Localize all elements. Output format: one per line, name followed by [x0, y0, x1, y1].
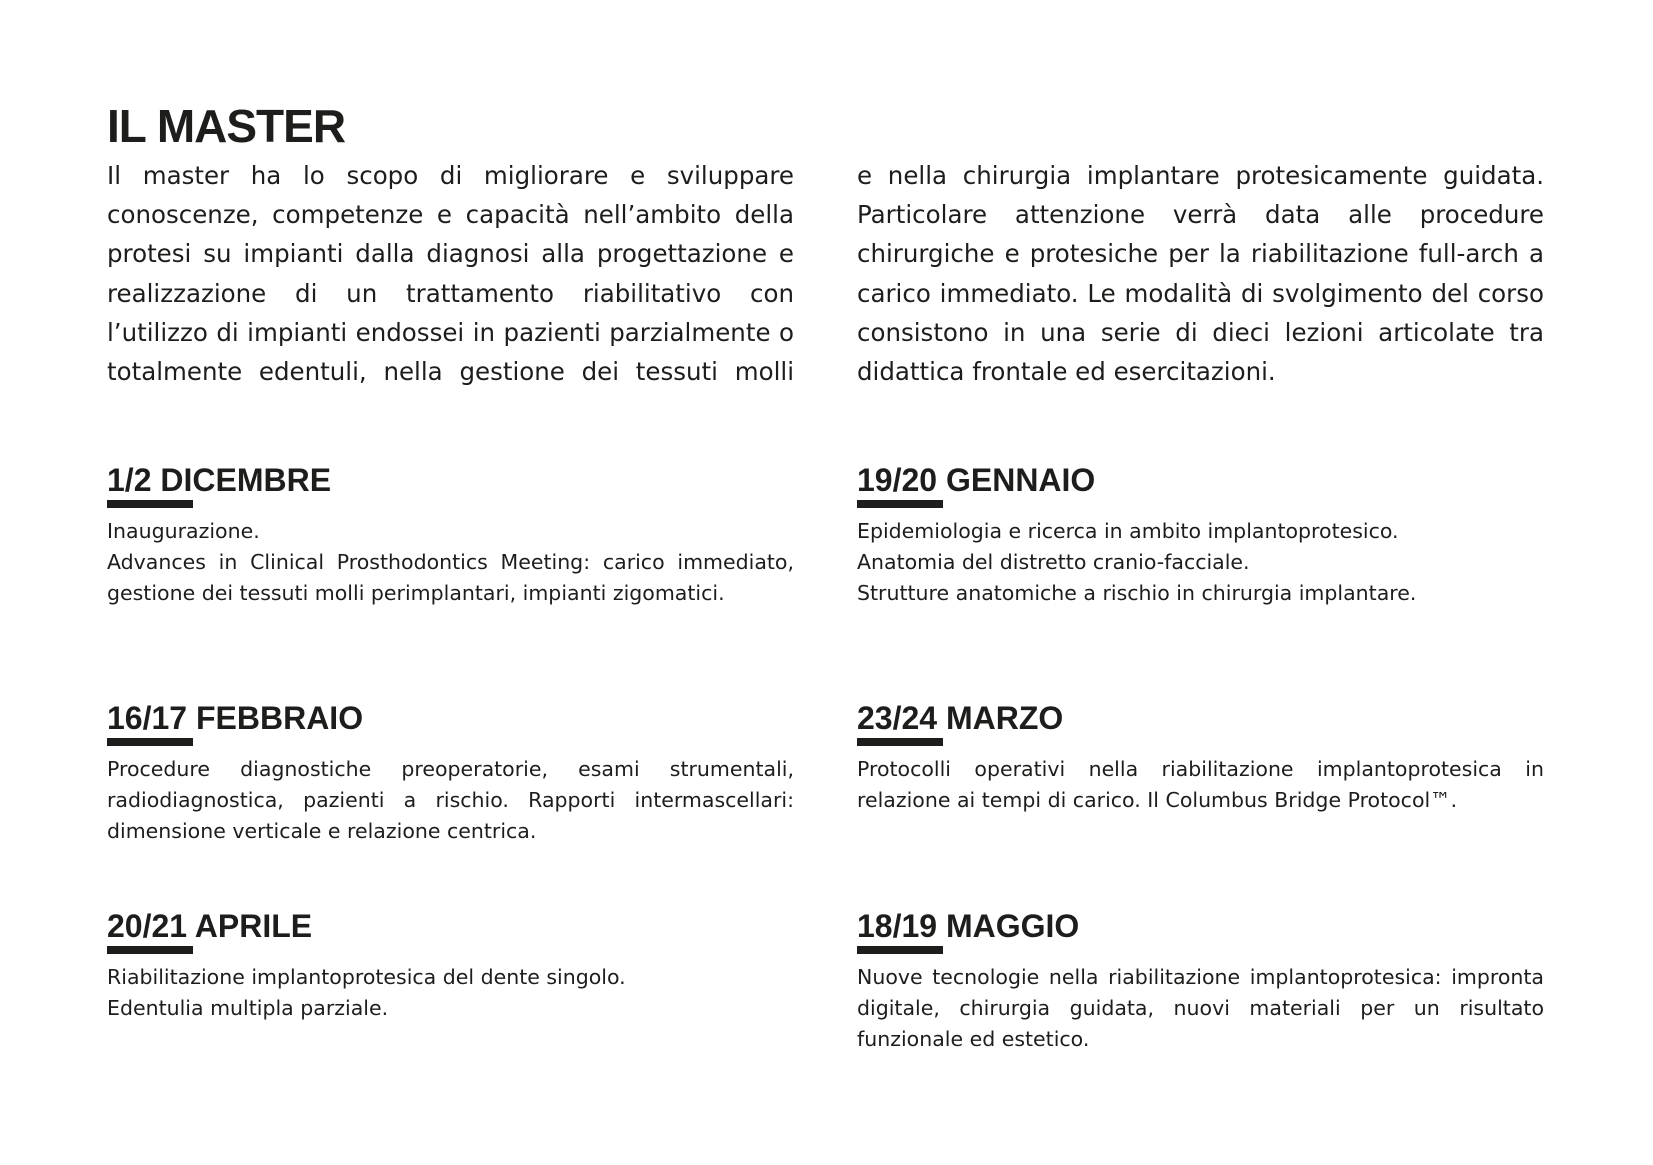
session-description: Nuove tecnologie nella riabilitazione implantoprotesica: impronta digitale, chirurgia guidata, nuovi materiali per un risultato funzionale ed estetico. — [857, 965, 1544, 1051]
session-date: 16/17 FEBBRAIO — [107, 700, 364, 736]
session-lead: Inaugurazione. — [107, 519, 260, 543]
session-description: Protocolli operativi nella riabilitazione implantoprotesica in relazione ai tempi di carico. Il Columbus Bridge Protocol™. — [857, 757, 1544, 812]
session-line: Epidemiologia e ricerca in ambito implantoprotesico. — [857, 519, 1399, 543]
date-underline-bar — [107, 946, 193, 954]
session-date: 18/19 MAGGIO — [857, 908, 1080, 944]
session-december — [107, 462, 794, 609]
session-march — [857, 700, 1544, 816]
page-title: IL MASTER — [107, 100, 346, 152]
date-underline-bar — [107, 738, 193, 746]
session-description: Procedure diagnostiche preoperatorie, esami strumentali, radiodiagnostica, pazienti a rischio. Rapporti intermascellari: dimensione verticale e relazione centrica. — [107, 757, 794, 843]
session-february — [107, 700, 794, 847]
session-line: Anatomia del distretto cranio-facciale. — [857, 550, 1250, 574]
session-date: 20/21 APRILE — [107, 908, 313, 944]
date-underline-bar — [857, 946, 943, 954]
session-line: Edentulia multipla parziale. — [107, 996, 389, 1020]
session-description — [107, 962, 794, 1024]
date-underline-bar — [857, 738, 943, 746]
session-may — [857, 908, 1544, 1055]
intro-paragraph-right: e nella chirurgia implantare protesicamente guidata. Particolare attenzione verrà data alle procedure chirurgiche e protesiche per la riabilitazione full-arch a carico immediato. Le modalità di svolgimento del corso consistono in una serie di dieci lezioni articolate tra didattica frontale ed esercitazioni. — [857, 161, 1544, 387]
session-description — [857, 516, 1544, 609]
session-date: 19/20 GENNAIO — [857, 462, 1096, 498]
session-date: 23/24 MARZO — [857, 700, 1064, 736]
intro-paragraph-left: Il master ha lo scopo di migliorare e sviluppare conoscenze, competenze e capacità nell’ambito della protesi su impianti dalla diagnosi alla progettazione e realizzazione di un trattamento riabilitativo con l’utilizzo di impianti endossei in pazienti parzialmente o totalmente edentuli, nella gestione dei tessuti molli — [107, 161, 794, 387]
session-line: Riabilitazione implantoprotesica del dente singolo. — [107, 965, 626, 989]
session-april — [107, 908, 794, 1024]
session-line: Strutture anatomiche a rischio in chirurgia implantare. — [857, 581, 1417, 605]
session-description: Advances in Clinical Prosthodontics Meeting: carico immediato, gestione dei tessuti molli perimplantari, impianti zigomatici. — [107, 550, 794, 605]
date-underline-bar — [857, 500, 943, 508]
session-january — [857, 462, 1544, 609]
date-underline-bar — [107, 500, 193, 508]
session-date: 1/2 DICEMBRE — [107, 462, 332, 498]
